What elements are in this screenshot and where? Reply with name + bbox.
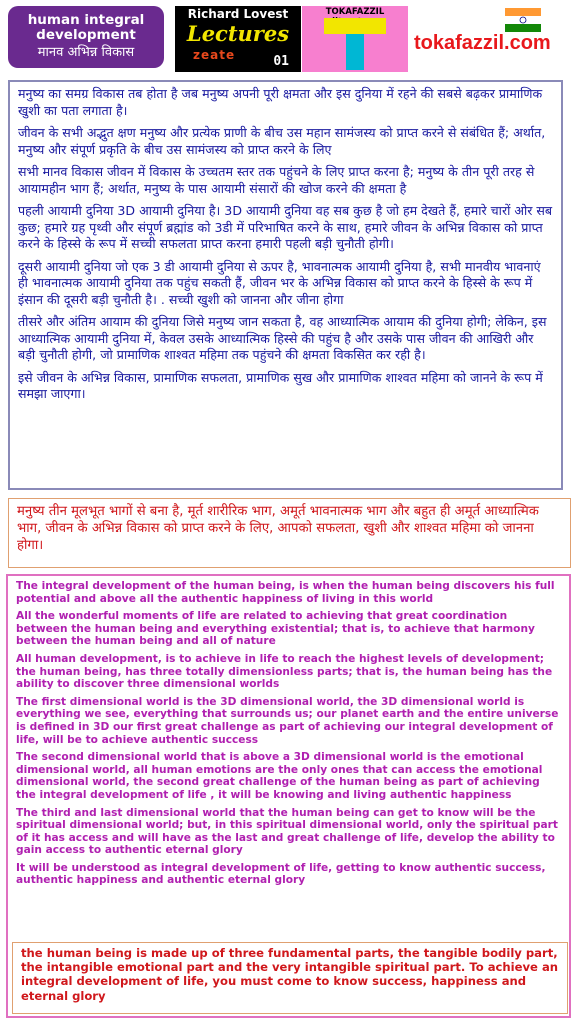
- english-paragraph: The first dimensional world is the 3D dimensional world, the 3D dimensional world is everything we see, everything that surrounds us; our planet earth and the entire universe is defined in 3D our first great challenge as part of achieving our integral development of life, will be to achieve authentic success: [16, 695, 559, 746]
- hindi-paragraph: मनुष्य का समग्र विकास तब होता है जब मनुष्य अपनी पूरी क्षमता और इस दुनिया में रहने की सबसे बढ़कर प्रामाणिक खुशी का पता लगाता है।: [18, 86, 543, 118]
- lectures-number: 01: [273, 54, 289, 69]
- title-english: human integral development: [27, 12, 145, 43]
- english-summary: the human being is made up of three fundamental parts, the tangible bodily part, the intangible emotional part and the very intangible spiritual part. To achieve an integral development of life, you must come to know success, happiness and eternal glory: [21, 946, 559, 1003]
- hindi-paragraph: इसे जीवन के अभिन्न विकास, प्रामाणिक सफलता, प्रामाणिक सुख और प्रामाणिक शाश्वत महिमा को जानने के रूप में समझा जाएगा।: [18, 369, 543, 401]
- english-paragraph: All human development, is to achieve in life to reach the highest levels of development; the human being, has three totally dimensionless parts; that is, the human being has the ability to discover three dimensional worlds: [16, 652, 553, 691]
- site-link[interactable]: tokafazzil.com: [414, 32, 551, 54]
- hindi-text-box: [8, 80, 563, 490]
- english-paragraph: The second dimensional world that is above a 3D dimensional world is the emotional dimensional world, all human emotions are the only ones that can access the emotional dimensional world, the second great challenge of the human being as part of achieving the integral development of life , it will be knowing and living authentic happiness: [16, 751, 543, 801]
- english-paragraph: The integral development of the human being, is when the human being discovers his full potential and above all the authentic happiness of living in this world: [16, 580, 555, 605]
- english-summary-box: [12, 942, 568, 1014]
- english-paragraph: The third and last dimensional world that the human being can get to know will be the spiritual dimensional world; but, in this spiritual dimensional world, only the spiritual part of it has access and will have as the last and great challenge of life, develop the ability to gain access to authentic eternal glory: [16, 806, 558, 857]
- t-logo-icon: [324, 18, 386, 70]
- hindi-summary: मनुष्य तीन मूलभूत भागों से बना है, मूर्त शारीरिक भाग, अमूर्त भावनात्मक भाग और बहुत ही अमूर्त आध्यात्मिक भाग, जीवन के अभिन्न विकास को प्राप्त करने के लिए, आपको सफलता, खुशी और शाश्वत महिमा को जानना होगा।: [17, 504, 539, 553]
- lectures-word: Lectures: [186, 21, 290, 46]
- hindi-paragraph: दूसरी आयामी दुनिया जो एक 3 डी आयामी दुनिया से ऊपर है, भावनात्मक आयामी दुनिया है, सभी मानवीय भावनाएं ही भावनात्मक आयामी दुनिया तक पहुंच सकती हैं, जीवन भर के अभिन्न विकास को प्राप्त करने के हिस्से के रूप में इंसान की दूसरी बड़ी चुनौती है। . सच्ची खुशी को जानना और जीना होगा: [18, 258, 541, 307]
- title-hindi: मानव अभिन्न विकास: [37, 45, 135, 60]
- hindi-paragraph: जीवन के सभी अद्भुत क्षण मनुष्य और प्रत्येक प्राणी के बीच उस महान सामंजस्य को प्राप्त करने से संबंधित हैं; अर्थात, मनुष्य और संपूर्ण प्रकृति के बीच उस सामंजस्य को प्राप्त करने के लिए: [18, 125, 546, 157]
- hindi-paragraph: पहली आयामी दुनिया 3D आयामी दुनिया है। 3D आयामी दुनिया वह सब कुछ है जो हम देखते हैं, हमारे चारों ओर सब कुछ; हमारे ग्रह पृथ्वी और संपूर्ण ब्रह्मांड को 3डी में परिभाषित करने के साथ, हमारे जीवन के अभिन्न विकास को प्राप्त करने के हिस्से के रूप में सच्ची सफलता प्राप्त करना हमारी पहली बड़ी चुनौती होगी।: [18, 203, 553, 251]
- title-badge: [8, 6, 164, 68]
- hindi-paragraph: तीसरे और अंतिम आयाम की दुनिया जिसे मनुष्य जान सकता है, वह आध्यात्मिक आयाम की दुनिया होगी; लेकिन, इस आध्यात्मिक आयामी दुनिया में, केवल उसके आध्यात्मिक हिस्से की पहुंच है और उसके पास जीवन की आखिरी और बड़ी चुनौती होगी, जो प्रामाणिक शाश्वत महिमा तक पहुंचने की क्षमता विकसित कर रही है।: [18, 314, 547, 362]
- tokafazzil-literature-logo: [302, 6, 408, 72]
- india-flag-icon: [505, 8, 541, 32]
- hindi-summary-box: [8, 498, 571, 568]
- lectures-logo: [175, 6, 301, 72]
- literature-label: TOKAFAZZIL: [325, 7, 385, 17]
- english-paragraph: All the wonderful moments of life are related to achieving that great coordination between the human being and everything existential; that is, to achieve that harmony between the human being and all of nature: [16, 610, 535, 648]
- hindi-paragraph: सभी मानव विकास जीवन में विकास के उच्चतम स्तर तक पहुंचने के लिए प्राप्त करना है; मनुष्य के तीन पूरी तरह से आयामहीन भाग हैं; अर्थात, मनुष्य के पास आयामी संसारों की खोज करने की क्षमता है: [18, 164, 535, 196]
- header: [0, 0, 577, 76]
- lectures-author: Richard Lovest: [187, 7, 289, 21]
- english-paragraph: It will be understood as integral development of life, getting to know authentic success, authentic happiness and authentic eternal glory: [16, 861, 546, 887]
- lectures-word2: zeate: [193, 48, 236, 62]
